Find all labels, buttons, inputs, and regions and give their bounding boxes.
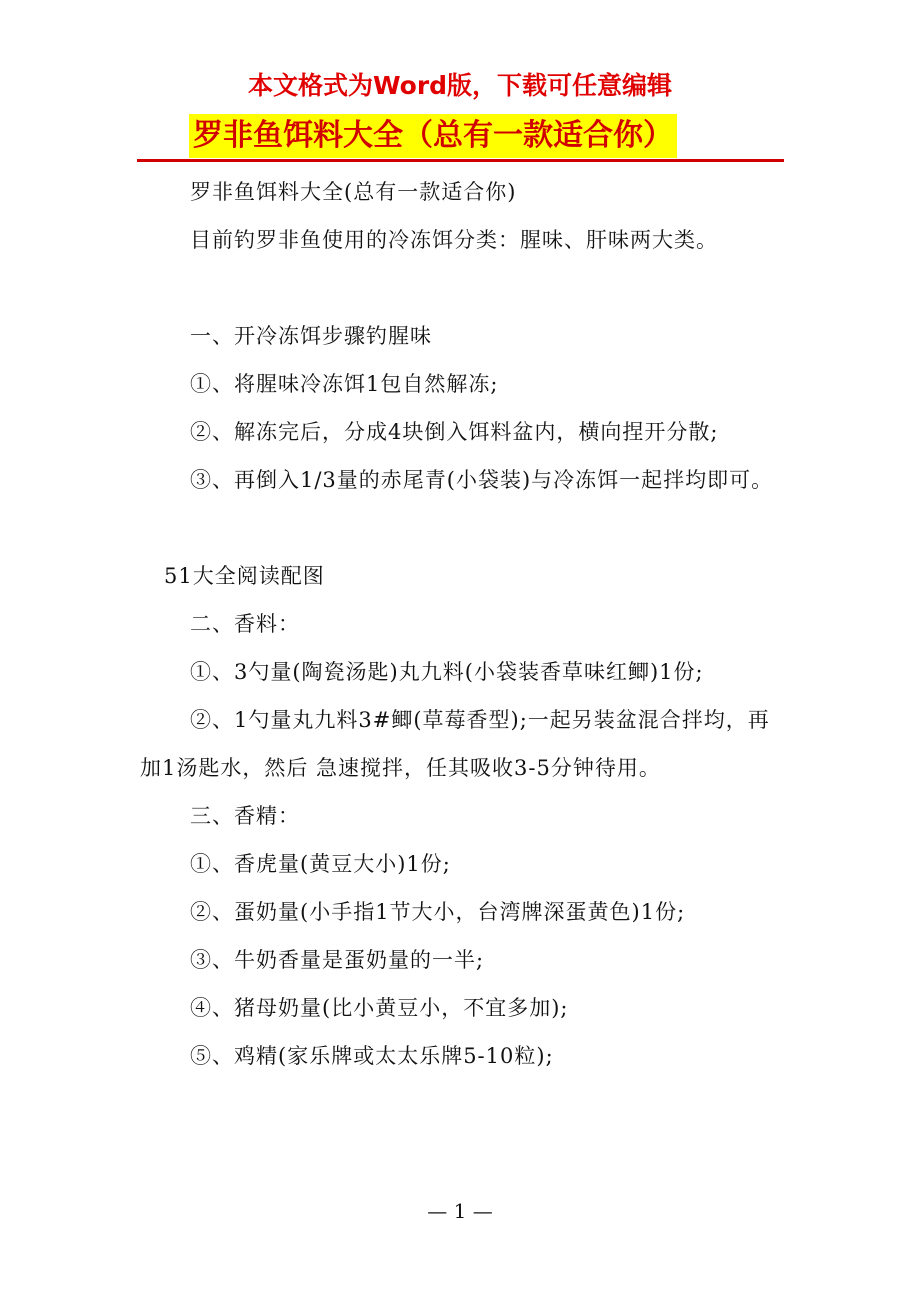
list-item-1-2: ②、解冻完后，分成4块倒入饵料盆内，横向捏开分散; bbox=[190, 420, 719, 444]
page-number: — 1 — bbox=[427, 1199, 493, 1223]
list-item-3-3: ③、牛奶香量是蛋奶量的一半; bbox=[190, 948, 485, 972]
paragraph-subtitle: 罗非鱼饵料大全(总有一款适合你) bbox=[190, 180, 517, 204]
list-item-1-1: ①、将腥味冷冻饵1包自然解冻; bbox=[190, 372, 499, 396]
document-body bbox=[140, 168, 785, 1080]
image-caption: 51大全阅读配图 bbox=[164, 564, 325, 588]
list-item-3-1: ①、香虎量(黄豆大小)1份; bbox=[190, 852, 451, 876]
list-item-1-3: ③、再倒入1/3量的赤尾青(小袋装)与冷冻饵一起拌均即可。 bbox=[190, 468, 774, 492]
paragraph-intro: 目前钓罗非鱼使用的冷冻饵分类：腥味、肝味两大类。 bbox=[190, 228, 718, 252]
section-heading-2: 二、香料： bbox=[190, 612, 300, 636]
section-heading-1: 一、开冷冻饵步骤钓腥味 bbox=[190, 324, 432, 348]
blank-line bbox=[140, 504, 785, 552]
list-item-3-5: ⑤、鸡精(家乐牌或太太乐牌5-10粒); bbox=[190, 1044, 554, 1068]
title-underline-rule bbox=[137, 159, 784, 162]
list-item-3-4: ④、猪母奶量(比小黄豆小，不宜多加); bbox=[190, 996, 569, 1020]
list-item-3-2: ②、蛋奶量(小手指1节大小，台湾牌深蛋黄色)1份; bbox=[190, 900, 686, 924]
document-title: 罗非鱼饵料大全（总有一款适合你） bbox=[189, 114, 677, 158]
section-heading-3: 三、香精： bbox=[190, 804, 300, 828]
blank-line bbox=[140, 264, 785, 312]
list-item-2-1: ①、3勺量(陶瓷汤匙)丸九料(小袋装香草味红鲫)1份; bbox=[190, 660, 704, 684]
list-item-2-2: ②、1勺量丸九料3#鲫(草莓香型);一起另装盆混合拌均，再加1汤匙水，然后 急速搅拌，任其吸收3-5分钟待用。 bbox=[140, 708, 770, 780]
document-title-block bbox=[137, 112, 784, 162]
download-notice-banner: 本文格式为Word版，下载可任意编辑 bbox=[247, 71, 673, 100]
